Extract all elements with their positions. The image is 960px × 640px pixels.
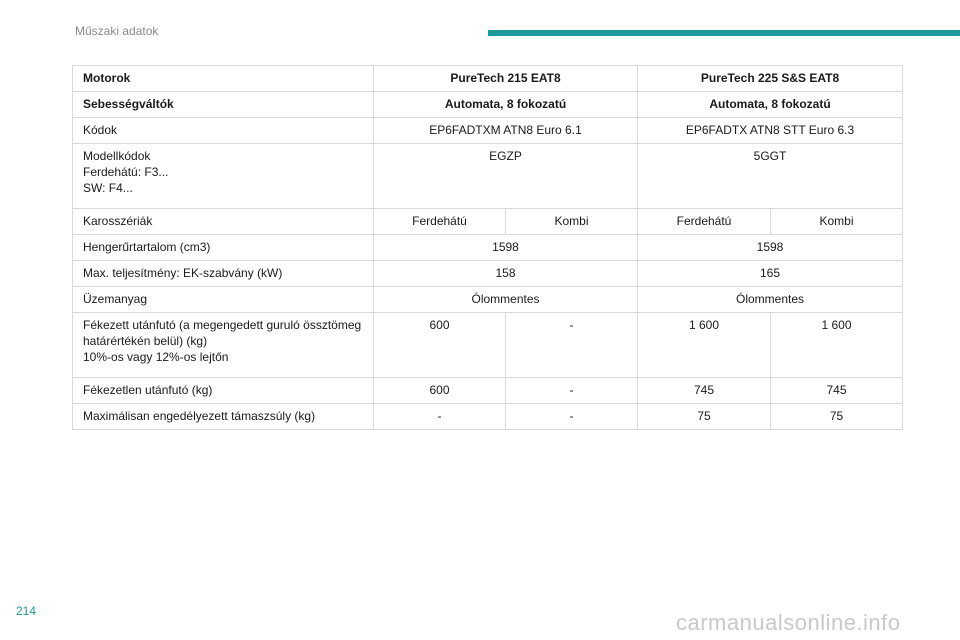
table-cell: 75: [771, 404, 903, 430]
table-row-fuel: [73, 287, 903, 313]
row-label: Kódok: [73, 118, 374, 144]
table-cell: 75: [638, 404, 771, 430]
row-label-line: határértékén belül) (kg): [83, 334, 208, 348]
table-row-power: [73, 261, 903, 287]
table-cell: Kombi: [771, 209, 903, 235]
table-row-body: [73, 209, 903, 235]
table-cell: Kombi: [506, 209, 638, 235]
row-label: Hengerűrtartalom (cm3): [73, 235, 374, 261]
table-cell: 5GGT: [638, 144, 903, 209]
table-cell: 745: [771, 378, 903, 404]
table-cell: 158: [374, 261, 638, 287]
table-cell: 600: [374, 378, 506, 404]
row-label: Karosszériák: [73, 209, 374, 235]
row-label-line: Ferdehátú: F3...: [83, 165, 169, 179]
table-row-braked-trailer: [73, 313, 903, 378]
row-label: Fékezetlen utánfutó (kg): [73, 378, 374, 404]
table-cell: Ferdehátú: [638, 209, 771, 235]
table-cell: 1598: [638, 235, 903, 261]
table-cell: 600: [374, 313, 506, 378]
table-cell: Ólommentes: [638, 287, 903, 313]
row-label: [73, 144, 374, 209]
table-row-engines: [73, 66, 903, 92]
table-cell: Ólommentes: [374, 287, 638, 313]
table-cell: -: [506, 378, 638, 404]
spec-table: [72, 65, 903, 430]
table-cell: EP6FADTX ATN8 STT Euro 6.3: [638, 118, 903, 144]
row-label: Üzemanyag: [73, 287, 374, 313]
table-cell: 1 600: [771, 313, 903, 378]
table-cell: EGZP: [374, 144, 638, 209]
table-row-gearbox: [73, 92, 903, 118]
engine-2-header: PureTech 225 S&S EAT8: [638, 66, 903, 92]
section-title: Műszaki adatok: [75, 24, 159, 38]
table-row-unbraked-trailer: [73, 378, 903, 404]
table-cell: EP6FADTXM ATN8 Euro 6.1: [374, 118, 638, 144]
row-label-line: SW: F4...: [83, 181, 133, 195]
table-row-codes: [73, 118, 903, 144]
row-label: Maximálisan engedélyezett támaszsúly (kg): [73, 404, 374, 430]
row-label-line: 10%-os vagy 12%-os lejtőn: [83, 350, 229, 364]
table-cell: Automata, 8 fokozatú: [374, 92, 638, 118]
table-cell: 1 600: [638, 313, 771, 378]
table-row-displacement: [73, 235, 903, 261]
table-cell: -: [374, 404, 506, 430]
table-cell: -: [506, 313, 638, 378]
row-label: Motorok: [73, 66, 374, 92]
table-cell: -: [506, 404, 638, 430]
row-label-line: Modellkódok: [83, 149, 151, 163]
table-row-nose-weight: [73, 404, 903, 430]
table-cell: Automata, 8 fokozatú: [638, 92, 903, 118]
row-label-line: Fékezett utánfutó (a megengedett guruló össztömeg: [83, 318, 362, 332]
row-label: Max. teljesítmény: EK-szabvány (kW): [73, 261, 374, 287]
row-label: Sebességváltók: [73, 92, 374, 118]
table-cell: 745: [638, 378, 771, 404]
header-accent-bar: [488, 30, 960, 36]
table-cell: 1598: [374, 235, 638, 261]
page-number: 214: [16, 604, 37, 618]
engine-1-header: PureTech 215 EAT8: [374, 66, 638, 92]
table-cell: Ferdehátú: [374, 209, 506, 235]
table-row-model-codes: [73, 144, 903, 209]
row-label: [73, 313, 374, 378]
watermark: carmanualsonline.info: [676, 610, 901, 635]
table-cell: 165: [638, 261, 903, 287]
